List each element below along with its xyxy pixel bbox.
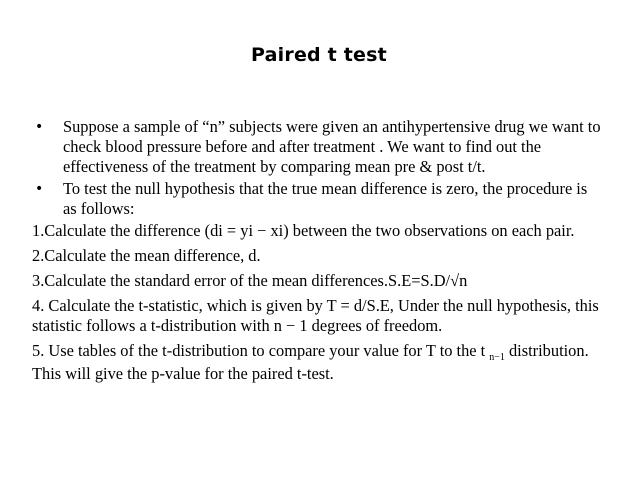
step-5-subscript: n−1 — [489, 352, 505, 363]
step-5-text-continued: distribution. This will give the p-value for the paired t-test. — [32, 341, 589, 383]
step-5-text: 5. Use tables of the t-distribution to compare your value for T to the t — [32, 341, 486, 360]
step-5 — [32, 341, 603, 384]
step-4: 4. Calculate the t-statistic, which is given by T = d/S.E, Under the null hypothesis, this statistic follows a t-distribution with n − 1 degrees of freedom. — [32, 296, 599, 335]
bullet-item — [33, 117, 603, 177]
bullet-text: To test the null hypothesis that the true mean difference is zero, the procedure is as follows: — [63, 179, 588, 218]
slide-title: Paired t test — [251, 44, 387, 66]
slide-body — [33, 117, 603, 389]
step-3: 3.Calculate the standard error of the mean differences.S.E=S.D/√n — [32, 271, 468, 290]
bullet-item — [33, 179, 603, 219]
step-2: 2.Calculate the mean difference, d. — [32, 246, 261, 265]
step-1: 1.Calculate the difference (di = yi − xi) between the two observations on each pair. — [32, 221, 575, 240]
bullet-icon: • — [35, 119, 44, 135]
bullet-text: Suppose a sample of “n” subjects were given an antihypertensive drug we want to check blood pressure before and after treatment . We want to find out the effectiveness of the treatment by comparing mean pre & post t/t. — [63, 117, 601, 176]
bullet-icon: • — [35, 181, 44, 197]
